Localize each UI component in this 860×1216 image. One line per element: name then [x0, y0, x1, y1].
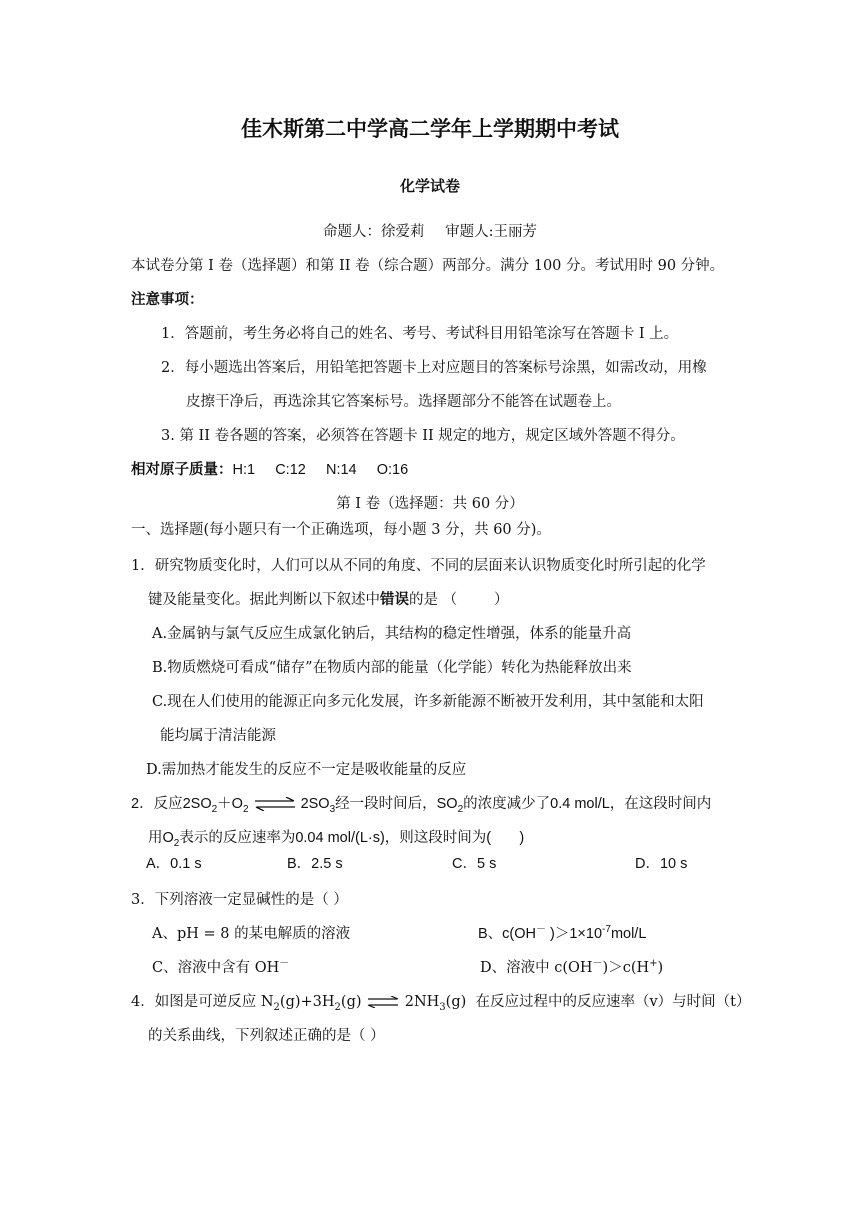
notice-3: 3. 第 II 卷各题的答案，必须答在答题卡 II 规定的地方，规定区域外答题不得分。 — [161, 428, 685, 444]
q1-option-c: C.现在人们使用的能源正向多元化发展，许多新能源不断被开发利用，其中氢能和太阳 — [152, 694, 704, 710]
q4-stem-line2: 的关系曲线，下列叙述正确的是（ ） — [148, 1028, 385, 1044]
q2-stem-line2 — [148, 828, 524, 848]
q2-eq-left: 2SO — [182, 796, 212, 812]
authors-line — [0, 222, 860, 242]
q2-stem-line1 — [131, 794, 711, 814]
q1-stem-post: 的是 （ ） — [409, 592, 509, 608]
q3-b-sup2: -7 — [602, 924, 611, 936]
notice-1: 1．答题前，考生务必将自己的姓名、考号、考试科目用铅笔涂写在答题卡 I 上。 — [161, 326, 679, 342]
q2-eq-left-sub: 2 — [211, 803, 218, 815]
section-instruction: 一、选择题(每小题只有一个正确选项，每小题 3 分，共 60 分)。 — [131, 522, 551, 538]
q2-line2-b: 表示的反应速率为0.04 mol/(L·s)，则这段时间为( ) — [179, 830, 525, 846]
q4-s2: 2 — [334, 1001, 341, 1013]
equilibrium-arrow-icon — [253, 797, 297, 811]
q3-b-mid: )＞1×10 — [546, 926, 603, 942]
q2-eq-right-sub: 3 — [329, 803, 336, 815]
q1-stem-pre: 键及能量变化。据此判断以下叙述中 — [148, 592, 380, 608]
setter: 命题人：徐爱莉 — [323, 224, 425, 240]
q2-option-d: D．10 s — [635, 856, 688, 872]
q4-s3: 3 — [439, 1001, 446, 1013]
q4-a: (g)+3H — [279, 994, 335, 1010]
exam-subtitle: 化学试卷 — [399, 177, 460, 195]
notice-2: 2．每小题选出答案后，用铅笔把答题卡上对应题目的答案标号涂黑，如需改动，用橡 — [161, 360, 707, 376]
q2-line2-a-sub: 2 — [173, 837, 180, 849]
q2-eq-plus-sub: 2 — [242, 803, 249, 815]
q1-option-a: A.金属钠与氯气反应生成氯化钠后，其结构的稳定性增强，体系的能量升高 — [152, 626, 632, 642]
q3-c-sup: － — [279, 958, 290, 970]
q3-option-a: A、pH = 8 的某电解质的溶液 — [152, 926, 351, 942]
q3-d-pre: D、溶液中 c(OH — [480, 960, 593, 976]
q4-b: (g) — [340, 994, 362, 1010]
q1-option-b: B.物质燃烧可看成“储存”在物质内部的能量（化学能）转化为热能释放出来 — [152, 660, 632, 676]
q2-option-b: B．2.5 s — [287, 856, 343, 872]
reviewer: 审题人:王丽芳 — [445, 224, 537, 240]
q1-stem-line2 — [148, 590, 508, 610]
q3-d-mid: )＞c(H — [602, 960, 650, 976]
notice-heading: 注意事项： — [131, 291, 204, 308]
q2-line2-a: 用O — [148, 830, 174, 846]
q4-c: 2NH — [404, 994, 440, 1010]
q3-b-sup1: － — [536, 924, 546, 936]
q3-option-b — [478, 924, 646, 944]
atomic-mass-label: 相对原子质量： — [131, 461, 233, 478]
q3-stem: 3．下列溶液一定显碱性的是（ ） — [131, 892, 348, 908]
q3-option-d — [480, 958, 663, 978]
q2-option-a: A．0.1 s — [146, 856, 202, 872]
q1-option-d: D.需加热才能发生的反应不一定是吸收能量的反应 — [146, 762, 467, 778]
q4-pre: 4．如图是可逆反应 N — [131, 994, 274, 1010]
q1-stem-emphasis: 错误 — [380, 591, 409, 608]
q3-b-pre: B、c(OH — [478, 926, 536, 942]
q4-s1: 2 — [273, 1001, 280, 1013]
exam-title: 佳木斯第二中学高二学年上学期期中考试 — [241, 116, 619, 141]
intro-text: 本试卷分第 I 卷（选择题）和第 II 卷（综合题）两部分。满分 100 分。考试用时 90 分钟。 — [131, 258, 725, 274]
q3-d-post: ) — [657, 960, 664, 976]
q4-d: (g) 在反应过程中的反应速率（v）与时间（t） — [445, 994, 751, 1010]
atomic-mass-values: H:1 C:12 N:14 O:16 — [232, 462, 409, 478]
q2-num: 2．反应 — [131, 796, 183, 812]
q2-eq-plus: ＋O — [217, 796, 243, 812]
q2-text-b: 的浓度减少了0.4 mol/L，在这段时间内 — [463, 796, 712, 812]
q1-stem-line1: 1．研究物质变化时，人们可以从不同的角度、不同的层面来认识物质变化时所引起的化学 — [131, 558, 706, 574]
atomic-mass — [131, 460, 408, 480]
q3-c-pre: C、溶液中含有 OH — [152, 960, 280, 976]
q2-option-c: C．5 s — [452, 856, 497, 872]
q3-option-c — [152, 958, 289, 978]
q1-option-c-cont: 能均属于清洁能源 — [160, 728, 276, 744]
q2-text-a-sub: 2 — [457, 803, 464, 815]
q2-text-a: 经一段时间后，SO — [335, 796, 458, 812]
equilibrium-arrow-icon — [366, 996, 400, 1008]
section-title: 第 I 卷（选择题：共 60 分） — [336, 496, 524, 512]
q2-eq-right: 2SO — [300, 796, 330, 812]
q4-stem-line1 — [131, 992, 751, 1012]
q3-d-sup1: － — [592, 958, 603, 970]
q3-b-post: mol/L — [610, 926, 647, 942]
q3-d-sup2: + — [649, 958, 658, 970]
notice-2-cont: 皮擦干净后，再选涂其它答案标号。选择题部分不能答在试题卷上。 — [186, 394, 621, 410]
